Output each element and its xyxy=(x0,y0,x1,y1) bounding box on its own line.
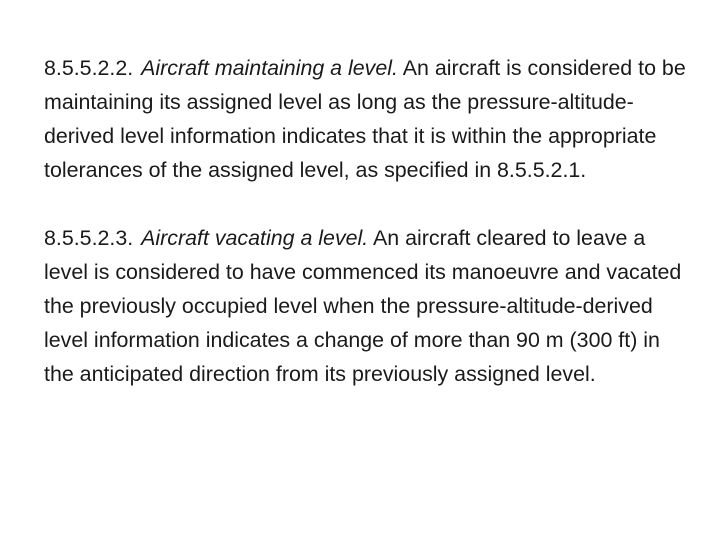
section-text: An aircraft is considered to be maintaining its assigned level as long as the pressure-altitude-derived level information indicates that it is within the appropriate tolerances of the assigned level, as specified in 8.5.5.2.1. xyxy=(44,56,686,182)
section-title: Aircraft maintaining a level. xyxy=(141,56,398,80)
document-body xyxy=(44,51,694,391)
paragraph-aircraft-maintaining-level xyxy=(44,51,694,187)
section-number: 8.5.5.2.2. xyxy=(44,56,134,80)
section-title: Aircraft vacating a level. xyxy=(141,226,369,250)
section-number: 8.5.5.2.3. xyxy=(44,226,134,250)
paragraph-aircraft-vacating-level xyxy=(44,221,694,391)
section-text: An aircraft cleared to leave a level is considered to have commenced its manoeuvre and vacated the previously occupied level when the pressure-altitude-derived level information indicates a change of more than 90 m (300 ft) in the anticipated direction from its previously assigned level. xyxy=(44,226,682,386)
